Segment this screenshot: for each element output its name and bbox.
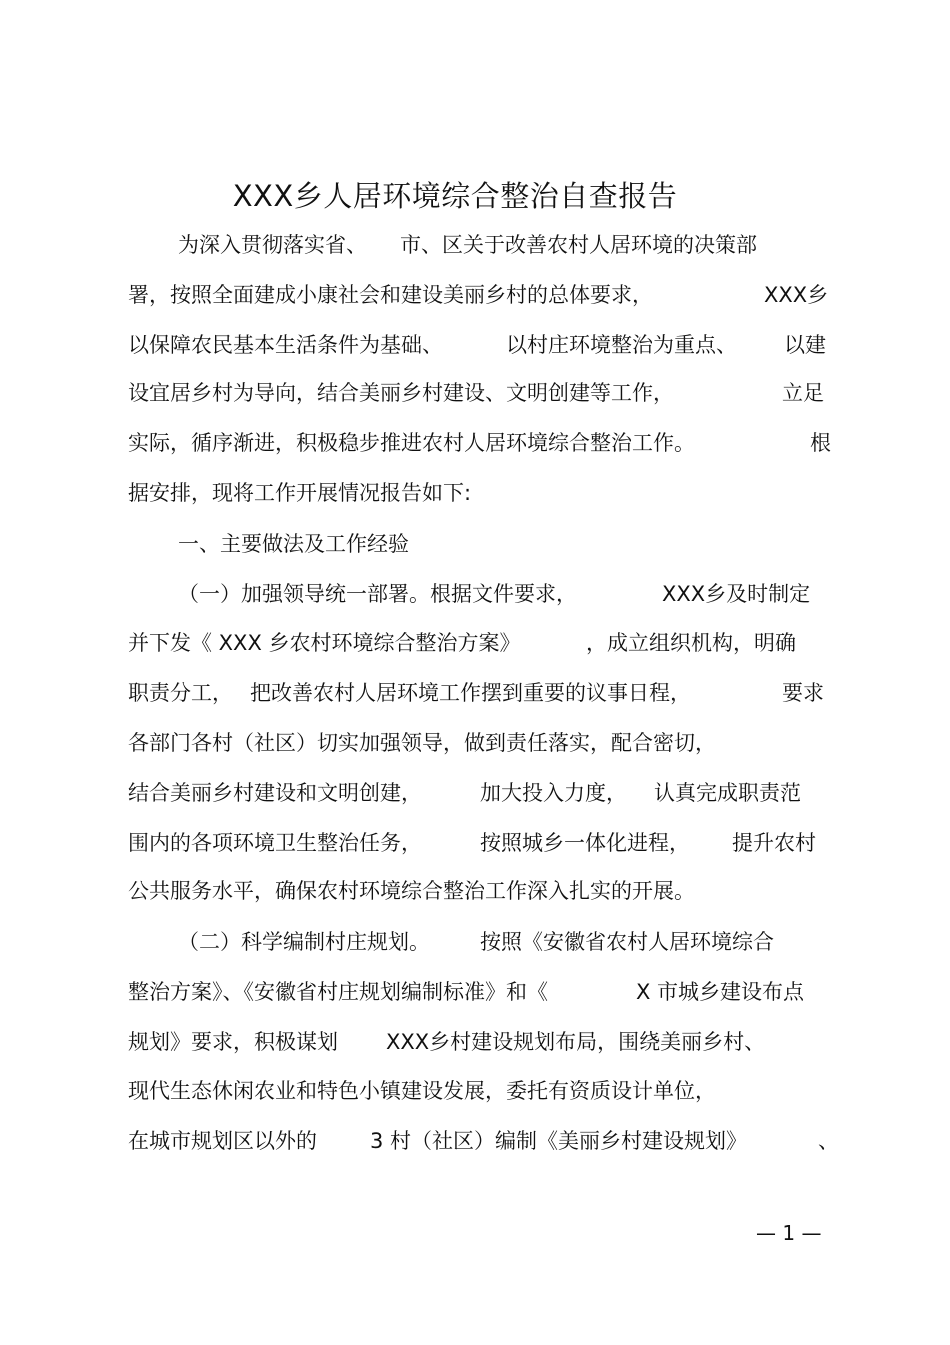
text-segment: 署，按照全面建成小康社会和建设美丽乡村的总体要求， xyxy=(128,283,653,307)
text-segment: 加大投入力度， xyxy=(480,781,627,805)
text-line xyxy=(128,773,832,813)
text-segment: X 市城乡建设布点 xyxy=(636,980,805,1004)
text-line xyxy=(128,373,832,413)
text-segment: 按照《安徽省农村人居环境综合 xyxy=(480,930,774,954)
text-segment: 规划》要求，积极谋划 xyxy=(128,1030,338,1054)
text-line xyxy=(128,673,832,713)
text-line xyxy=(128,1071,832,1111)
text-segment: 设宜居乡村为导向，结合美丽乡村建设、文明创建等工作， xyxy=(128,381,674,405)
text-segment: 整治方案》、《安徽省村庄规划编制标准》和《 xyxy=(128,980,548,1004)
text-segment: 把改善农村人居环境工作摆到重要的议事日程， xyxy=(250,681,691,705)
text-segment: 认真完成职责范 xyxy=(654,781,801,805)
text-segment: 各部门各村（社区）切实加强领导，做到责任落实，配合密切， xyxy=(128,731,716,755)
text-segment: 根 xyxy=(810,431,831,455)
text-segment: 实际，循序渐进，积极稳步推进农村人居环境综合整治工作。 xyxy=(128,431,695,455)
text-segment: 并下发《 XXX 乡农村环境综合整治方案》 xyxy=(128,631,521,655)
text-segment: 提升农村 xyxy=(732,831,816,855)
text-segment: 、 xyxy=(818,1129,839,1153)
text-segment: 3 村（社区）编制《美丽乡村建设规划》 xyxy=(370,1129,748,1153)
text-segment: XXX乡村建设规划布局，围绕美丽乡村、 xyxy=(386,1030,766,1054)
text-segment: XXX乡及时制定 xyxy=(662,582,811,606)
text-segment: 在城市规划区以外的 xyxy=(128,1129,317,1153)
text-segment: 以建 xyxy=(784,333,826,357)
text-line xyxy=(128,325,832,365)
text-segment: ，成立组织机构，明确 xyxy=(586,631,796,655)
text-segment: 以保障农民基本生活条件为基础、 xyxy=(128,333,443,357)
text-segment: 围内的各项环境卫生整治任务， xyxy=(128,831,422,855)
text-line xyxy=(128,225,832,265)
text-line xyxy=(128,473,832,513)
text-segment: 一、主要做法及工作经验 xyxy=(178,532,409,556)
text-segment: XXX乡 xyxy=(764,283,829,307)
text-segment: 公共服务水平，确保农村环境综合整治工作深入扎实的开展。 xyxy=(128,879,695,903)
text-line xyxy=(128,972,832,1012)
text-line xyxy=(128,823,832,863)
page-number: — 1 — xyxy=(756,1221,822,1245)
subsection-line xyxy=(128,922,832,962)
text-segment: 结合美丽乡村建设和文明创建， xyxy=(128,781,422,805)
text-line xyxy=(128,623,832,663)
text-line xyxy=(128,1022,832,1062)
section-heading xyxy=(128,524,832,564)
text-line xyxy=(128,871,832,911)
text-segment: 以村庄环境整治为重点、 xyxy=(506,333,737,357)
text-segment: 立足 xyxy=(782,381,824,405)
text-line xyxy=(128,423,832,463)
text-segment: 要求 xyxy=(782,681,824,705)
text-segment: 据安排，现将工作开展情况报告如下: xyxy=(128,481,472,505)
text-line xyxy=(128,1121,839,1161)
document-title: XXX乡人居环境综合整治自查报告 xyxy=(232,179,678,213)
subsection-line xyxy=(128,574,832,614)
text-line xyxy=(128,275,832,315)
text-segment: （一）加强领导统一部署。根据文件要求， xyxy=(178,582,577,606)
text-segment: 现代生态休闲农业和特色小镇建设发展，委托有资质设计单位， xyxy=(128,1079,716,1103)
text-segment: 为深入贯彻落实省、 xyxy=(178,233,367,257)
text-line xyxy=(128,723,832,763)
text-segment: 市、区关于改善农村人居环境的决策部 xyxy=(400,233,757,257)
text-segment: 按照城乡一体化进程， xyxy=(480,831,690,855)
text-segment: （二）科学编制村庄规划。 xyxy=(178,930,430,954)
text-segment: 职责分工， xyxy=(128,681,233,705)
